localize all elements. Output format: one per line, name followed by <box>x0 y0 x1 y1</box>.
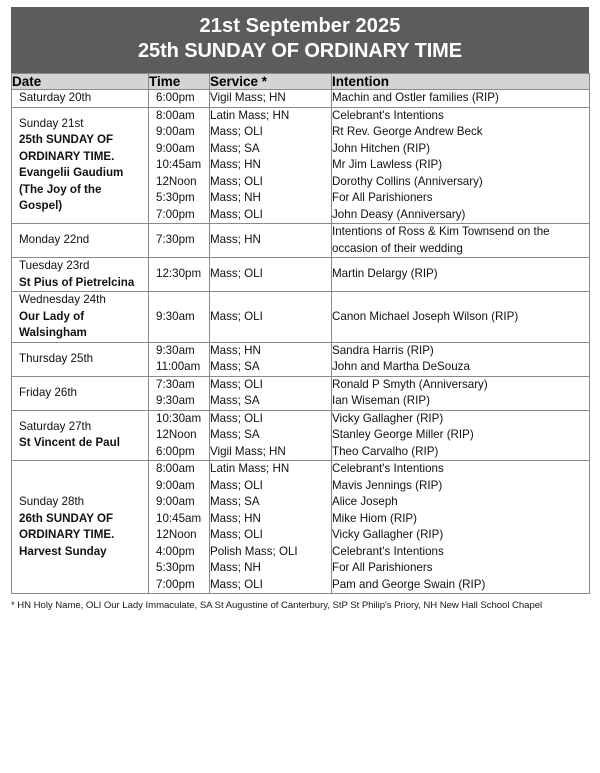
time-value: 11:00am <box>156 360 201 373</box>
intention-value: occasion of their wedding <box>332 241 463 255</box>
intention-value: Vicky Gallagher (RIP) <box>332 411 444 425</box>
service-value: Mass; OLI <box>210 377 263 391</box>
service-value: Mass; OLI <box>210 309 263 323</box>
cell-intention <box>332 90 590 108</box>
time-value: 12Noon <box>156 174 197 188</box>
date-main-label: Friday 26th <box>19 385 77 399</box>
time-value: 7:00pm <box>156 577 195 591</box>
time-value: 10:45am <box>156 511 202 525</box>
table-row <box>12 107 590 224</box>
cell-date <box>12 90 149 108</box>
date-main-label: Tuesday 23rd <box>19 259 90 272</box>
cell-intention <box>332 342 590 376</box>
cell-intention <box>332 107 590 224</box>
table-row <box>12 376 590 410</box>
cell-time <box>149 90 210 108</box>
date-main-label: Monday 22nd <box>19 233 90 247</box>
intention-value: Canon Michael Joseph Wilson (RIP) <box>332 309 519 323</box>
date-main-label: Thursday 25th <box>19 351 94 365</box>
cell-intention <box>332 376 590 410</box>
cell-time <box>149 376 210 410</box>
intention-value: Mr Jim Lawless (RIP) <box>332 158 443 171</box>
column-header-date: Date <box>12 74 149 90</box>
cell-date <box>12 292 149 343</box>
time-value: 9:30am <box>156 309 195 323</box>
service-value: Mass; NH <box>210 561 261 574</box>
abbreviations-footnote: * HN Holy Name, OLI Our Lady Immaculate, SA St Augustine of Canterbury, StP St Philip's Priory, NH New Hall School Chapel <box>11 600 543 611</box>
service-value: Vigil Mass; HN <box>210 444 286 458</box>
time-value: 6:00pm <box>156 91 195 104</box>
table-row <box>12 461 590 594</box>
time-value: 10:45am <box>156 158 202 171</box>
column-header-intention: Intention <box>332 74 590 90</box>
service-value: Mass; OLI <box>210 478 263 492</box>
service-value: Mass; OLI <box>210 125 263 138</box>
time-value: 6:00pm <box>156 444 195 458</box>
table-row <box>12 224 590 258</box>
cell-service <box>210 292 332 343</box>
table-header-row <box>12 74 590 90</box>
cell-time <box>149 342 210 376</box>
date-main-label: Sunday 21st <box>19 116 84 130</box>
cell-date <box>12 224 149 258</box>
date-sub-label: Harvest Sunday <box>19 544 107 558</box>
service-value: Latin Mass; HN <box>210 462 290 475</box>
date-sub-label: (The Joy of the <box>19 182 102 196</box>
cell-date <box>12 107 149 224</box>
cell-time <box>149 410 210 461</box>
schedule-banner <box>11 7 589 73</box>
intention-value: Ronald P Smyth (Anniversary) <box>332 377 488 391</box>
time-value: 12Noon <box>156 528 197 541</box>
service-value: Mass; OLI <box>210 174 263 188</box>
service-value: Mass; OLI <box>210 267 263 281</box>
service-value: Mass; SA <box>210 495 260 508</box>
service-value: Mass; OLI <box>210 411 263 425</box>
date-sub-label: ORDINARY TIME. <box>19 149 115 163</box>
cell-service <box>210 410 332 461</box>
intention-value: For All Parishioners <box>332 191 433 204</box>
service-value: Mass; HN <box>210 233 261 247</box>
time-value: 7:30pm <box>156 233 195 247</box>
table-row <box>12 410 590 461</box>
time-value: 5:30pm <box>156 191 195 204</box>
date-sub-label: Evangelii Gaudium <box>19 166 124 180</box>
table-row <box>12 258 590 292</box>
cell-date <box>12 376 149 410</box>
banner-title: 25th SUNDAY OF ORDINARY TIME <box>138 40 462 62</box>
table-body <box>12 90 590 594</box>
cell-service <box>210 342 332 376</box>
intention-value: Vicky Gallagher (RIP) <box>332 528 444 541</box>
cell-intention <box>332 258 590 292</box>
cell-date <box>12 342 149 376</box>
service-value: Mass; HN <box>210 343 261 357</box>
cell-date <box>12 410 149 461</box>
intention-value: Sandra Harris (RIP) <box>332 343 434 357</box>
time-value: 4:00pm <box>156 544 195 558</box>
intention-value: Intentions of Ross & Kim Townsend on the <box>332 225 550 238</box>
intention-value: Mike Hiom (RIP) <box>332 511 418 525</box>
intention-value: Machin and Ostler families (RIP) <box>332 91 499 104</box>
service-value: Mass; HN <box>210 511 261 525</box>
cell-service <box>210 461 332 594</box>
date-main-label: Sunday 28th <box>19 495 85 508</box>
time-value: 8:00am <box>156 108 195 122</box>
intention-value: John Deasy (Anniversary) <box>332 207 466 221</box>
date-sub-label: Gospel) <box>19 199 63 213</box>
date-sub-label: St Pius of Pietrelcina <box>19 275 135 289</box>
cell-time <box>149 461 210 594</box>
date-sub-label: 25th SUNDAY OF <box>19 133 114 147</box>
table-row <box>12 292 590 343</box>
time-value: 10:30am <box>156 411 202 425</box>
intention-value: Celebrant's Intentions <box>332 544 444 558</box>
service-value: Mass; SA <box>210 394 260 407</box>
cell-date <box>12 258 149 292</box>
cell-intention <box>332 461 590 594</box>
mass-schedule-table <box>11 73 590 594</box>
column-header-service: Service * <box>210 74 332 90</box>
date-main-label: Saturday 20th <box>19 91 92 104</box>
banner-date: 21st September 2025 <box>199 15 401 37</box>
service-value: Polish Mass; OLI <box>210 544 298 558</box>
time-value: 5:30pm <box>156 561 195 574</box>
intention-value: John Hitchen (RIP) <box>332 141 430 155</box>
cell-service <box>210 224 332 258</box>
time-value: 8:00am <box>156 462 195 475</box>
service-value: Vigil Mass; HN <box>210 91 286 104</box>
date-sub-label: Our Lady of <box>19 309 85 323</box>
table-header <box>12 74 590 90</box>
cell-intention <box>332 410 590 461</box>
service-value: Mass; SA <box>210 141 260 155</box>
date-sub-label: 26th SUNDAY OF <box>19 511 114 525</box>
time-value: 9:30am <box>156 394 195 407</box>
cell-service <box>210 258 332 292</box>
service-value: Mass; OLI <box>210 577 263 591</box>
service-value: Mass; HN <box>210 158 261 171</box>
time-value: 9:00am <box>156 125 195 138</box>
intention-value: Mavis Jennings (RIP) <box>332 478 443 492</box>
table-row <box>12 90 590 108</box>
intention-value: Celebrant's Intentions <box>332 462 444 475</box>
cell-time <box>149 258 210 292</box>
intention-value: Rt Rev. George Andrew Beck <box>332 125 483 138</box>
intention-value: John and Martha DeSouza <box>332 360 470 373</box>
service-value: Mass; SA <box>210 428 260 441</box>
cell-time <box>149 224 210 258</box>
intention-value: Ian Wiseman (RIP) <box>332 394 430 407</box>
date-main-label: Wednesday 24th <box>19 293 106 306</box>
cell-date <box>12 461 149 594</box>
time-value: 9:00am <box>156 495 195 508</box>
cell-service <box>210 107 332 224</box>
service-value: Mass; SA <box>210 360 260 373</box>
cell-intention <box>332 292 590 343</box>
time-value: 7:30am <box>156 377 195 391</box>
date-sub-label: St Vincent de Paul <box>19 436 120 450</box>
table-row <box>12 342 590 376</box>
cell-time <box>149 292 210 343</box>
intention-value: For All Parishioners <box>332 561 433 574</box>
date-main-label: Saturday 27th <box>19 419 92 433</box>
date-sub-label: ORDINARY TIME. <box>19 528 115 541</box>
intention-value: Celebrant's Intentions <box>332 108 444 122</box>
time-value: 9:30am <box>156 343 195 357</box>
time-value: 7:00pm <box>156 207 195 221</box>
service-value: Mass; OLI <box>210 207 263 221</box>
intention-value: Theo Carvalho (RIP) <box>332 444 439 458</box>
time-value: 12Noon <box>156 428 197 441</box>
intention-value: Martin Delargy (RIP) <box>332 267 438 281</box>
time-value: 9:00am <box>156 478 195 492</box>
time-value: 12:30pm <box>156 267 202 281</box>
intention-value: Dorothy Collins (Anniversary) <box>332 174 483 188</box>
time-value: 9:00am <box>156 141 195 155</box>
intention-value: Pam and George Swain (RIP) <box>332 577 486 591</box>
cell-time <box>149 107 210 224</box>
column-header-time: Time <box>149 74 210 90</box>
intention-value: Alice Joseph <box>332 495 398 508</box>
service-value: Mass; OLI <box>210 528 263 541</box>
service-value: Latin Mass; HN <box>210 108 290 122</box>
cell-service <box>210 90 332 108</box>
cell-intention <box>332 224 590 258</box>
service-value: Mass; NH <box>210 191 261 204</box>
date-sub-label: Walsingham <box>19 326 87 339</box>
cell-service <box>210 376 332 410</box>
intention-value: Stanley George Miller (RIP) <box>332 428 474 441</box>
